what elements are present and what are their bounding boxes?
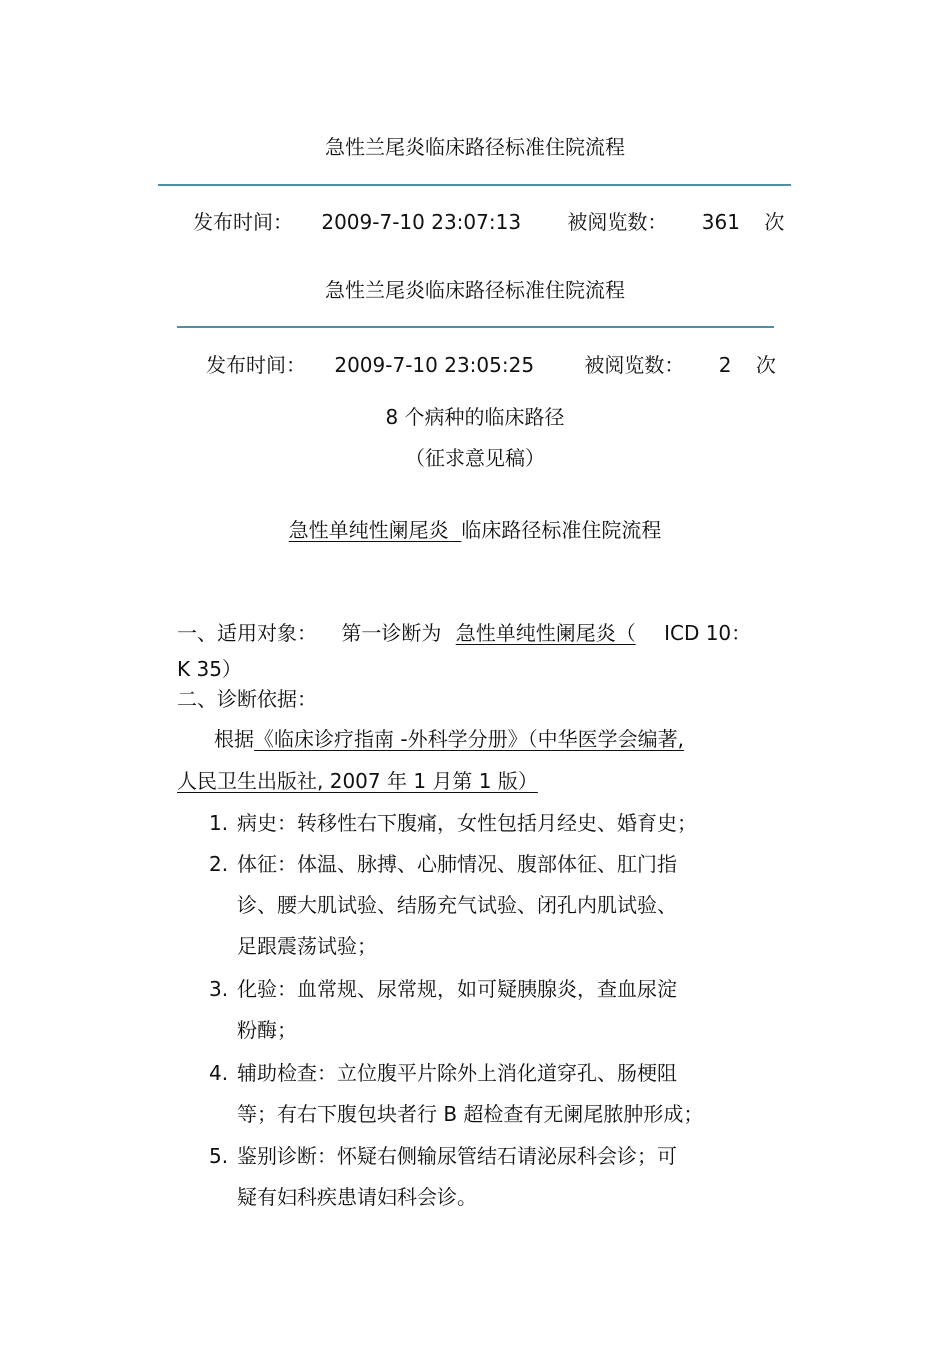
views-count: 361 (701, 210, 740, 234)
section-title-rest: 临床路径标准住院流程 (461, 518, 662, 542)
doc-subheading: （征求意见稿） (405, 446, 545, 470)
publish-label: 发布时间： (193, 210, 293, 234)
publish-label: 发布时间： (206, 353, 306, 377)
item-line: 等；有右下腹包块者行 B 超检查有无阑尾脓肿形成； (237, 1102, 704, 1126)
publish-time: 2009-7-10 23:05:25 (334, 353, 535, 377)
article2-divider (177, 326, 774, 328)
section1-label: 一、适用对象： (177, 621, 317, 645)
reference-line2 (177, 767, 538, 795)
item-line: 疑有妇科疾患请妇科会诊。 (237, 1185, 477, 1209)
views-label: 被阅览数： (584, 353, 685, 377)
section1-icd-cont: K 35） (177, 657, 242, 681)
list-item (209, 1059, 677, 1087)
item-number: 4. (209, 1061, 229, 1085)
list-item (209, 850, 677, 878)
views-unit: 次 (755, 353, 776, 377)
list-item (209, 1142, 677, 1170)
publish-time: 2009-7-10 23:07:13 (321, 210, 522, 234)
views-label: 被阅览数： (567, 210, 668, 234)
item-line: 病史：转移性右下腹痛，女性包括月经史、婚育史； (237, 811, 697, 835)
item-number: 1. (209, 811, 229, 835)
item-line: 化验：血常规、尿常规，如可疑胰腺炎，查血尿淀 (237, 977, 677, 1001)
views-unit: 次 (764, 210, 785, 234)
item-line: 诊、腰大肌试验、结肠充气试验、闭孔内肌试验、 (237, 893, 677, 917)
article2-title: 急性兰尾炎临床路径标准住院流程 (325, 278, 625, 302)
views-count: 2 (718, 353, 732, 377)
list-item (209, 809, 697, 837)
section1-icd: ICD 10： (664, 621, 752, 645)
list-item (209, 975, 677, 1003)
item-line: 鉴别诊断：怀疑右侧输尿管结石请泌尿科会诊；可 (237, 1144, 677, 1168)
section1-text: 第一诊断为 (341, 621, 442, 645)
section1-disease: 急性单纯性阑尾炎（ (455, 621, 636, 645)
section-title-disease: 急性单纯性阑尾炎 (288, 518, 449, 542)
reference-line1 (214, 725, 684, 753)
item-number: 5. (209, 1144, 229, 1168)
item-number: 3. (209, 977, 229, 1001)
section2-label: 二、诊断依据： (177, 687, 317, 711)
reference-text-1: 《临床诊疗指南 -外科学分册》（中华医学会编著, (254, 727, 684, 751)
doc-heading: 8 个病种的临床路径 (385, 405, 565, 429)
item-line: 体征：体温、脉搏、心肺情况、腹部体征、肛门指 (237, 852, 677, 876)
article1-meta (193, 208, 784, 236)
item-line: 足跟震荡试验； (237, 934, 377, 958)
reference-text-2: 人民卫生出版社, 2007 年 1 月第 1 版） (177, 769, 538, 793)
section1-line (177, 619, 751, 647)
item-line: 辅助检查：立位腹平片除外上消化道穿孔、肠梗阻 (237, 1061, 677, 1085)
reference-prefix: 根据 (214, 727, 254, 751)
article2-meta (206, 351, 776, 379)
article1-divider (158, 184, 791, 186)
article1-title: 急性兰尾炎临床路径标准住院流程 (325, 135, 625, 159)
section-title (0, 516, 950, 544)
item-line: 粉酶； (237, 1018, 297, 1042)
item-number: 2. (209, 852, 229, 876)
